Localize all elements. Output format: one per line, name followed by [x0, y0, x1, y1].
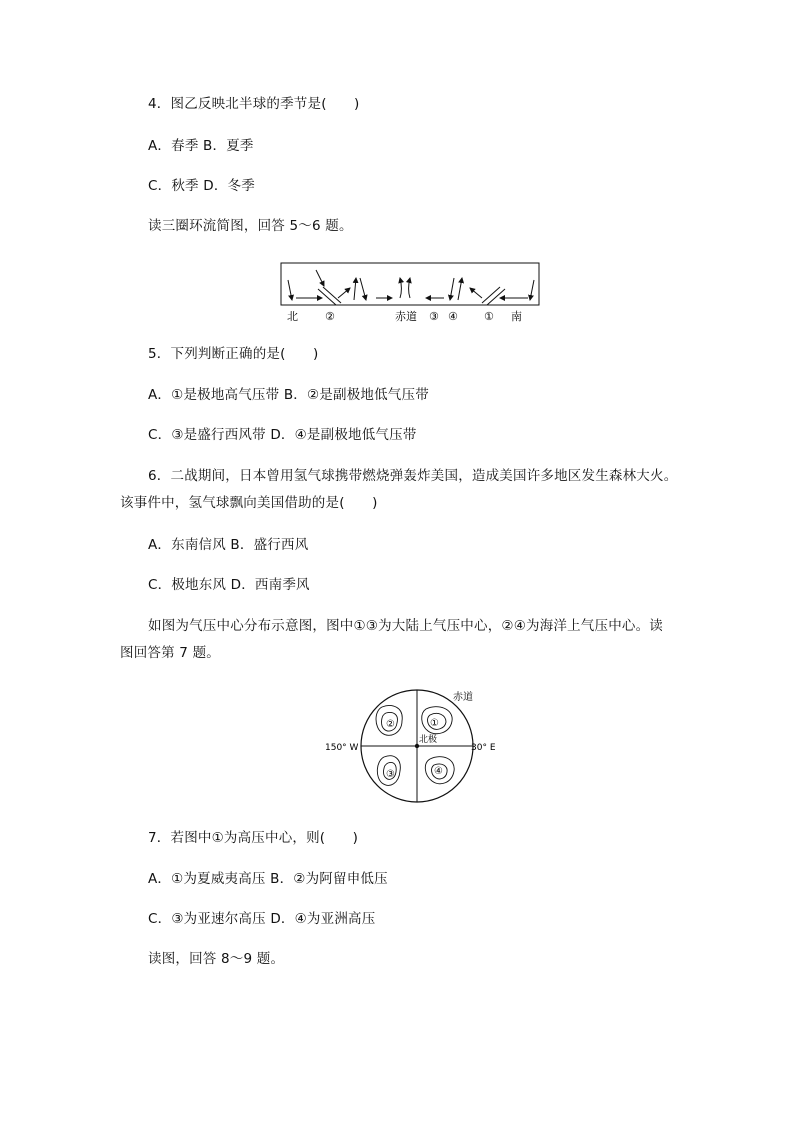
intro-q7-line1: 如图为气压中心分布示意图，图中①③为大陆上气压中心，②④为海洋上气压中心。读 — [148, 618, 664, 634]
label-south: 南 — [511, 310, 522, 323]
front-line — [318, 289, 336, 305]
arrow — [338, 288, 350, 298]
label-2: ② — [325, 310, 335, 323]
q6-stem-line2: 该事件中，氢气球飘向美国借助的是( ) — [120, 495, 378, 511]
arrow — [409, 278, 411, 298]
front-line — [487, 289, 505, 305]
arrow — [360, 278, 366, 300]
center-4-label: ④ — [434, 766, 443, 777]
intro-q7-line2: 图回答第 7 题。 — [120, 645, 220, 661]
arrow — [450, 278, 454, 300]
q5-stem: 5．下列判断正确的是( ) — [148, 346, 319, 362]
label-4: ④ — [448, 310, 458, 323]
center-2-label: ② — [386, 719, 395, 730]
q4-stem: 4．图乙反映北半球的季节是( ) — [148, 96, 360, 112]
equator-label: 赤道 — [453, 692, 473, 703]
intro-q5-6: 读三圈环流简图，回答 5～6 题。 — [148, 218, 353, 234]
three-cell-circulation-diagram — [276, 258, 546, 326]
q6-options-cd: C．极地东风 D．西南季风 — [148, 577, 310, 593]
q4-options-cd: C．秋季 D．冬季 — [148, 178, 255, 194]
front-line — [323, 287, 341, 303]
q6-stem-line1: 6．二战期间，日本曾用氢气球携带燃烧弹轰炸美国，造成美国许多地区发生森林大火。 — [148, 468, 678, 484]
q4-options-ab: A．春季 B．夏季 — [148, 138, 254, 154]
diagram-frame — [281, 263, 539, 305]
north-pole-label: 北极 — [419, 735, 438, 745]
east-longitude-label: 30° E — [471, 743, 496, 753]
label-3: ③ — [429, 310, 439, 323]
label-north: 北 — [287, 310, 298, 323]
pressure-center-map — [322, 685, 502, 805]
west-longitude-label: 150° W — [325, 743, 359, 753]
q6-options-ab: A．东南信风 B．盛行西风 — [148, 537, 309, 553]
q7-stem: 7．若图中①为高压中心，则( ) — [148, 830, 359, 846]
q5-options-ab: A．①是极地高气压带 B．②是副极地低气压带 — [148, 387, 429, 403]
q5-options-cd: C．③是盛行西风带 D．④是副极地低气压带 — [148, 427, 417, 443]
front-line — [482, 287, 500, 303]
arrow — [354, 278, 356, 300]
q7-options-ab: A．①为夏威夷高压 B．②为阿留申低压 — [148, 871, 388, 887]
arrow — [288, 280, 292, 300]
arrow — [400, 278, 402, 298]
label-1: ① — [484, 310, 494, 323]
label-equator: 赤道 — [395, 310, 417, 323]
intro-q8-9: 读图，回答 8～9 题。 — [148, 951, 285, 967]
arrow — [470, 288, 482, 298]
arrow — [458, 278, 462, 300]
arrow — [530, 280, 534, 300]
center-1-label: ① — [430, 718, 439, 729]
arrow — [316, 270, 324, 286]
q7-options-cd: C．③为亚速尔高压 D．④为亚洲高压 — [148, 911, 376, 927]
center-3-label: ③ — [386, 769, 395, 780]
